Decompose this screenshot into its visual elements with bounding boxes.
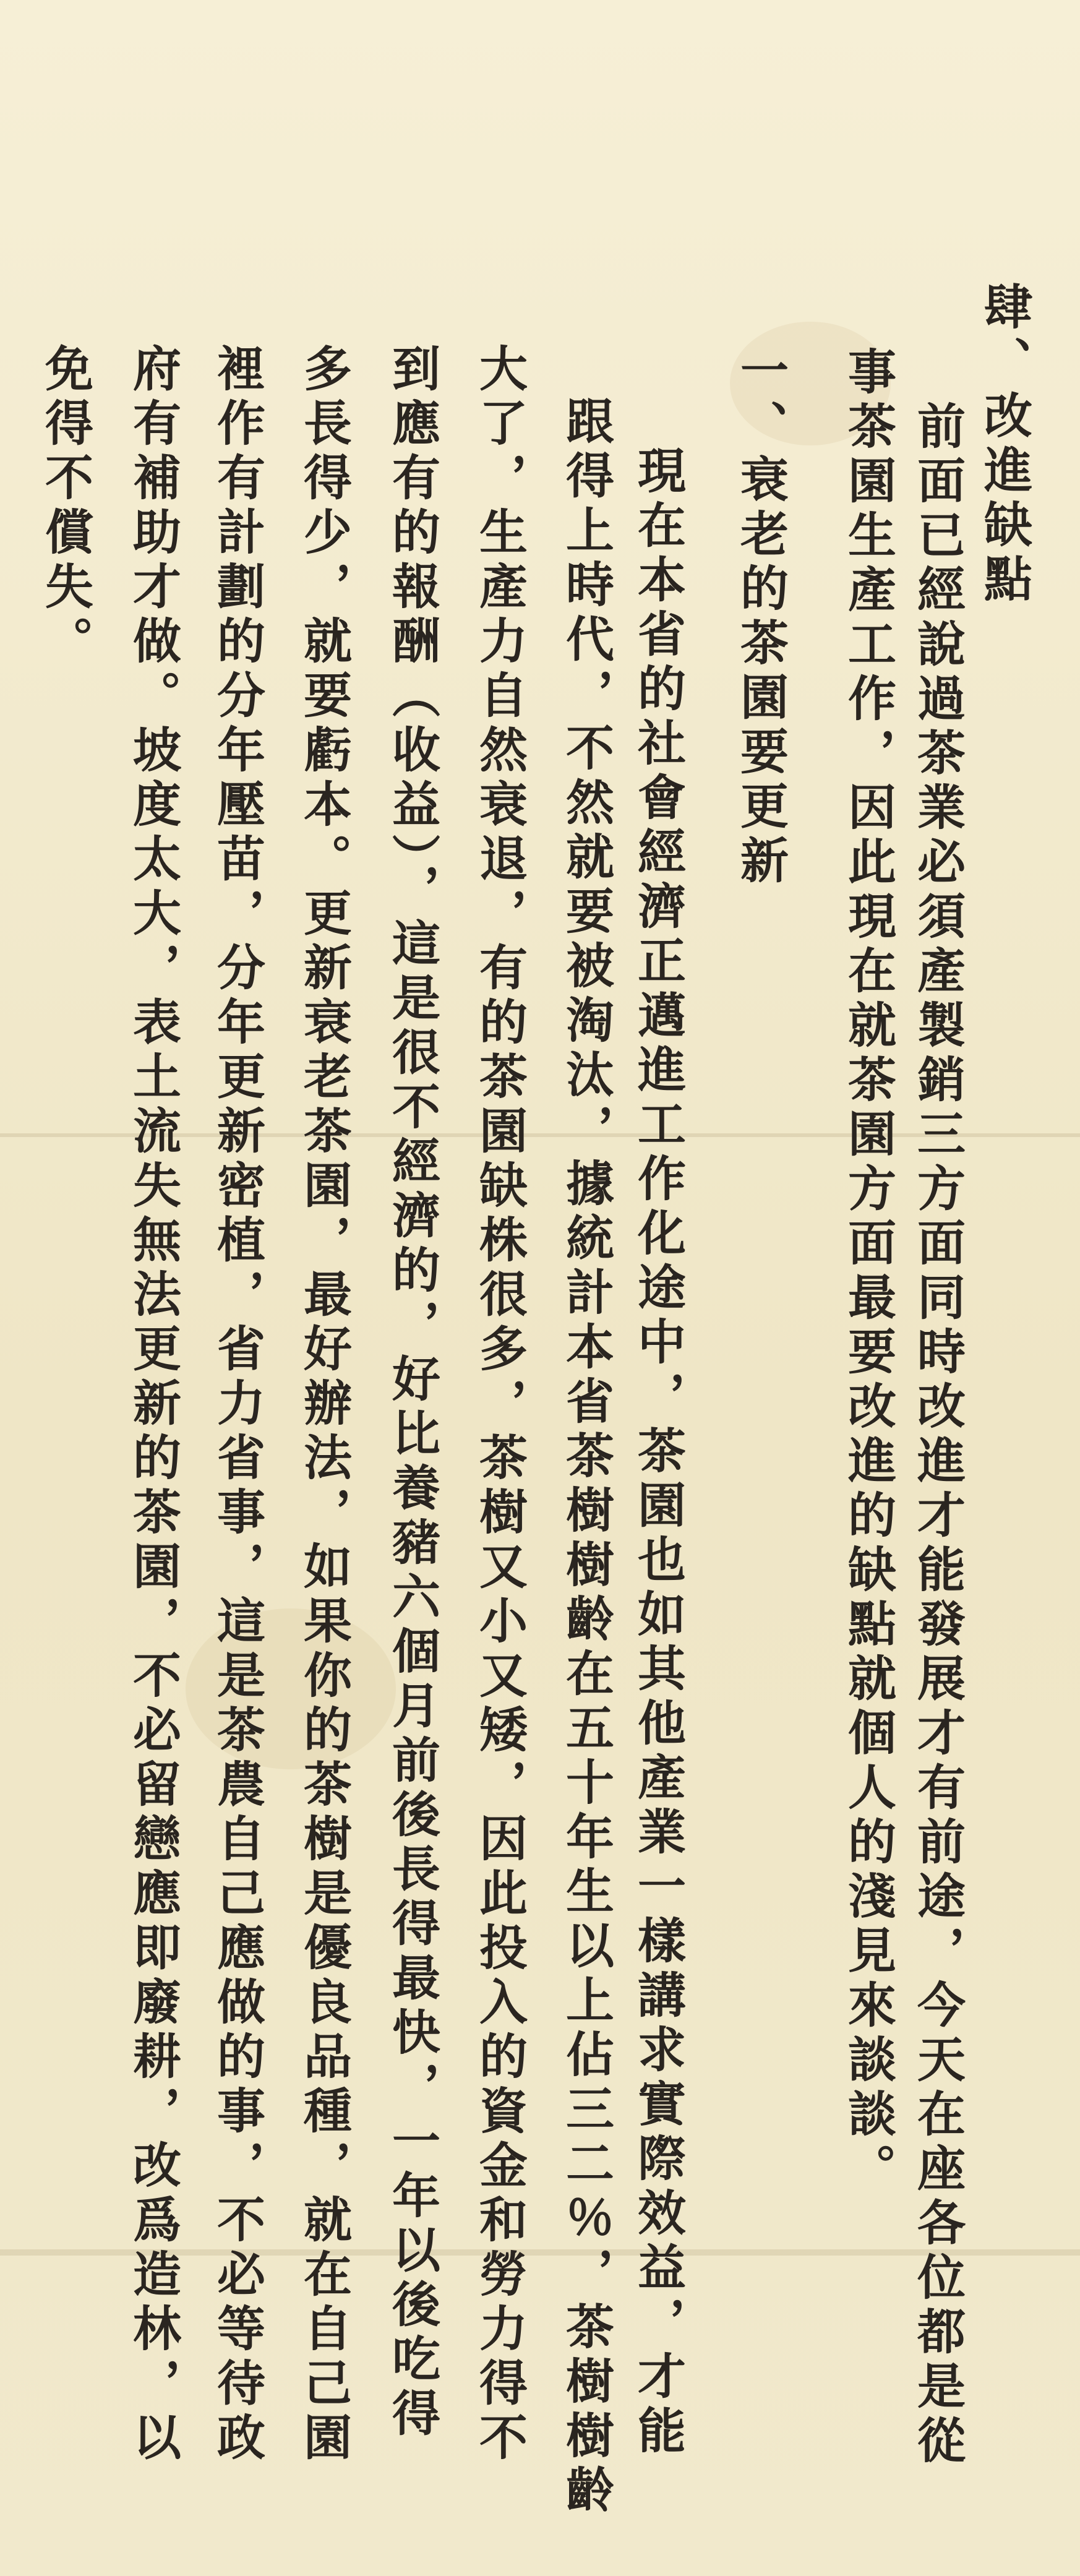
text-column: 多長得少，就要虧本。更新衰老茶園，最好辦法，如果你的茶樹是優良品種，就在自己園 (296, 343, 352, 2467)
text-column: 大了，生產力自然衰退，有的茶園缺株很多，茶樹又小又矮，因此投入的資金和勞力得不 (471, 343, 528, 2467)
section-heading: 肆、改進缺點 (976, 281, 1032, 608)
text-column: 免得不償失。 (37, 343, 93, 670)
text-column: 跟得上時代，不然就要被淘汰，據統計本省茶樹樹齡在五十年生以上佔三二％，茶樹樹齡 (558, 396, 614, 2519)
subsection-heading: 一、衰老的茶園要更新 (732, 345, 789, 890)
text-column: 裡作有計劃的分年壓苗，分年更新密植，省力省事，這是茶農自己應做的事，不必等待政 (209, 343, 265, 2467)
text-column: 事茶園生產工作，因此現在就茶園方面最要改進的缺點就個人的淺見來談談。 (840, 346, 896, 2197)
text-column: 現在本省的社會經濟正邁進工作化途中，茶園也如其他產業一樣講求實際效益，才能 (630, 445, 686, 2460)
text-column: 到應有的報酬（收益），這是很不經濟的，好比養豬六個月前後長得最快，一年以後吃得 (384, 343, 440, 2442)
text-column: 府有補助才做。坡度太大，表土流失無法更新的茶園，不必留戀應即廢耕，改爲造林，以 (125, 343, 181, 2467)
text-column: 前面已經說過茶業必須產製銷三方面同時改進才能發展才有前途，今天在座各位都是從 (909, 401, 966, 2470)
